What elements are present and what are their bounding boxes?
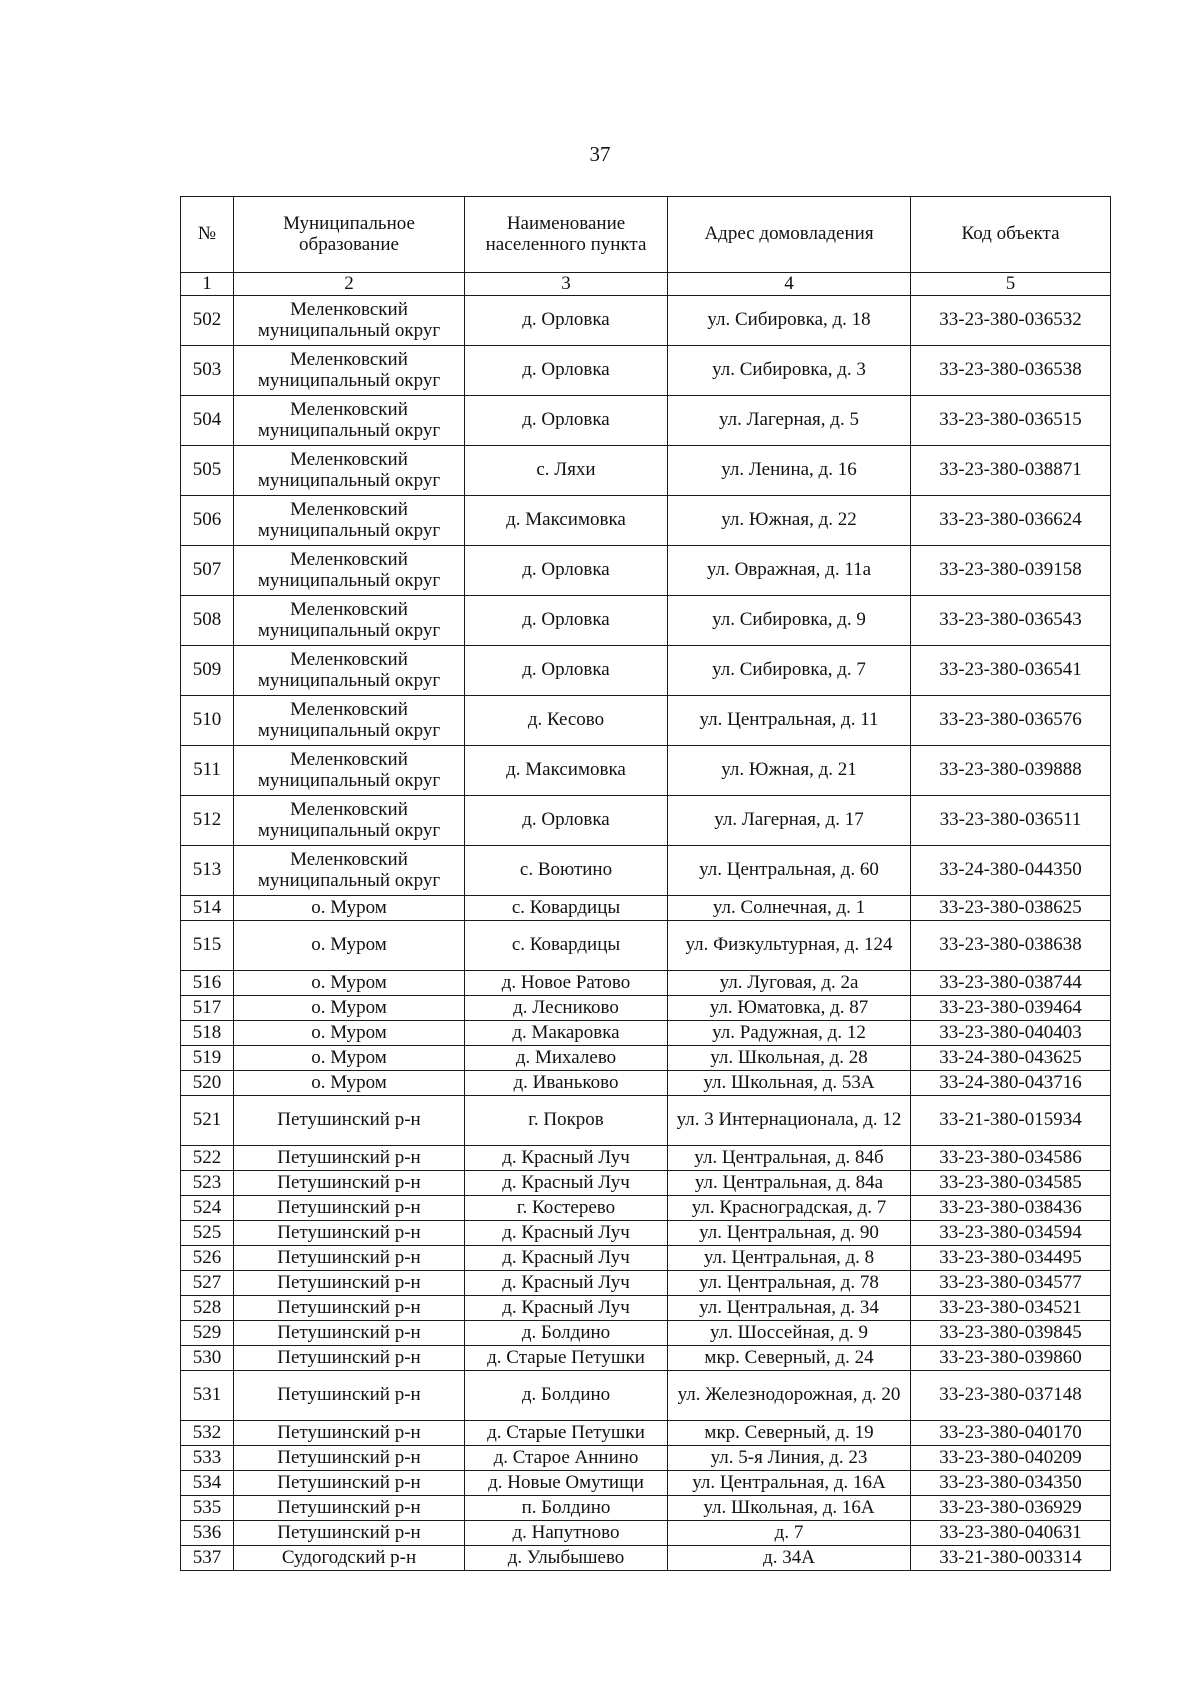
row-number-cell: 524 <box>181 1196 234 1221</box>
municipality-cell: Петушинский р-н <box>234 1246 465 1271</box>
table-row <box>181 996 1111 1021</box>
table-row <box>181 396 1111 446</box>
municipality-cell: Меленковский муниципальный округ <box>234 546 465 596</box>
row-number-cell: 515 <box>181 921 234 971</box>
settlement-cell: д. Новые Омутищи <box>465 1471 668 1496</box>
municipality-cell: Петушинский р-н <box>234 1096 465 1146</box>
row-number-cell: 513 <box>181 846 234 896</box>
settlement-cell: д. Напутново <box>465 1521 668 1546</box>
municipality-cell: Петушинский р-н <box>234 1471 465 1496</box>
settlement-cell: д. Красный Луч <box>465 1146 668 1171</box>
row-number-cell: 531 <box>181 1371 234 1421</box>
municipality-cell: Меленковский муниципальный округ <box>234 346 465 396</box>
table-row <box>181 1321 1111 1346</box>
row-number-cell: 510 <box>181 696 234 746</box>
row-number-cell: 528 <box>181 1296 234 1321</box>
object-code-cell: 33-23-380-036624 <box>911 496 1111 546</box>
table-row <box>181 296 1111 346</box>
object-code-cell: 33-23-380-040631 <box>911 1521 1111 1546</box>
table-row <box>181 1296 1111 1321</box>
municipality-cell: Меленковский муниципальный округ <box>234 446 465 496</box>
row-number-cell: 521 <box>181 1096 234 1146</box>
municipality-cell: Меленковский муниципальный округ <box>234 496 465 546</box>
municipality-cell: Меленковский муниципальный округ <box>234 696 465 746</box>
table-row <box>181 1171 1111 1196</box>
object-code-cell: 33-23-380-039845 <box>911 1321 1111 1346</box>
municipality-cell: Меленковский муниципальный округ <box>234 396 465 446</box>
address-cell: ул. Центральная, д. 16А <box>668 1471 911 1496</box>
table-row <box>181 746 1111 796</box>
row-number-cell: 532 <box>181 1421 234 1446</box>
municipality-cell: Петушинский р-н <box>234 1171 465 1196</box>
settlement-cell: с. Ковардицы <box>465 896 668 921</box>
address-cell: ул. Центральная, д. 84б <box>668 1146 911 1171</box>
header-settlement: Наименование населенного пункта <box>465 197 668 273</box>
settlement-cell: д. Максимовка <box>465 496 668 546</box>
address-cell: ул. Шоссейная, д. 9 <box>668 1321 911 1346</box>
row-number-cell: 507 <box>181 546 234 596</box>
object-code-cell: 33-24-380-043716 <box>911 1071 1111 1096</box>
settlement-cell: д. Старые Петушки <box>465 1346 668 1371</box>
column-number: 4 <box>668 273 911 296</box>
table-row <box>181 496 1111 546</box>
object-code-cell: 33-23-380-039464 <box>911 996 1111 1021</box>
settlement-cell: д. Орловка <box>465 596 668 646</box>
municipality-cell: Петушинский р-н <box>234 1321 465 1346</box>
settlement-cell: д. Улыбышево <box>465 1546 668 1571</box>
table-row <box>181 1221 1111 1246</box>
address-cell: ул. Школьная, д. 28 <box>668 1046 911 1071</box>
table-row <box>181 696 1111 746</box>
settlement-cell: с. Ковардицы <box>465 921 668 971</box>
settlement-cell: д. Красный Луч <box>465 1221 668 1246</box>
row-number-cell: 508 <box>181 596 234 646</box>
row-number-cell: 525 <box>181 1221 234 1246</box>
table-row <box>181 896 1111 921</box>
settlement-cell: д. Орловка <box>465 396 668 446</box>
table-row <box>181 446 1111 496</box>
row-number-cell: 519 <box>181 1046 234 1071</box>
address-cell: ул. Сибировка, д. 7 <box>668 646 911 696</box>
address-cell: ул. Юматовка, д. 87 <box>668 996 911 1021</box>
object-code-cell: 33-23-380-040209 <box>911 1446 1111 1471</box>
row-number-cell: 522 <box>181 1146 234 1171</box>
address-cell: д. 7 <box>668 1521 911 1546</box>
address-cell: ул. Луговая, д. 2а <box>668 971 911 996</box>
page-number: 37 <box>589 142 611 166</box>
object-code-cell: 33-23-380-036576 <box>911 696 1111 746</box>
address-cell: ул. Центральная, д. 11 <box>668 696 911 746</box>
row-number-cell: 523 <box>181 1171 234 1196</box>
address-cell: ул. Железнодорожная, д. 20 <box>668 1371 911 1421</box>
row-number-cell: 529 <box>181 1321 234 1346</box>
address-cell: ул. Ленина, д. 16 <box>668 446 911 496</box>
row-number-cell: 526 <box>181 1246 234 1271</box>
object-code-cell: 33-23-380-040403 <box>911 1021 1111 1046</box>
settlement-cell: с. Воютино <box>465 846 668 896</box>
municipality-cell: Меленковский муниципальный округ <box>234 296 465 346</box>
object-code-cell: 33-23-380-034586 <box>911 1146 1111 1171</box>
object-code-cell: 33-23-380-036532 <box>911 296 1111 346</box>
address-cell: ул. Сибировка, д. 3 <box>668 346 911 396</box>
object-code-cell: 33-23-380-034495 <box>911 1246 1111 1271</box>
registry-table <box>180 196 1111 1571</box>
object-code-cell: 33-23-380-034585 <box>911 1171 1111 1196</box>
object-code-cell: 33-21-380-015934 <box>911 1096 1111 1146</box>
settlement-cell: д. Красный Луч <box>465 1246 668 1271</box>
settlement-cell: д. Орловка <box>465 296 668 346</box>
settlement-cell: д. Максимовка <box>465 746 668 796</box>
settlement-cell: с. Ляхи <box>465 446 668 496</box>
row-number-cell: 511 <box>181 746 234 796</box>
municipality-cell: Петушинский р-н <box>234 1446 465 1471</box>
address-cell: ул. Центральная, д. 78 <box>668 1271 911 1296</box>
row-number-cell: 537 <box>181 1546 234 1571</box>
row-number-cell: 504 <box>181 396 234 446</box>
municipality-cell: Петушинский р-н <box>234 1271 465 1296</box>
address-cell: ул. Центральная, д. 60 <box>668 846 911 896</box>
municipality-cell: Судогодский р-н <box>234 1546 465 1571</box>
settlement-cell: д. Старое Аннино <box>465 1446 668 1471</box>
object-code-cell: 33-24-380-044350 <box>911 846 1111 896</box>
address-cell: ул. Овражная, д. 11а <box>668 546 911 596</box>
address-cell: ул. Центральная, д. 8 <box>668 1246 911 1271</box>
object-code-cell: 33-23-380-036929 <box>911 1496 1111 1521</box>
settlement-cell: д. Кесово <box>465 696 668 746</box>
row-number-cell: 505 <box>181 446 234 496</box>
settlement-cell: д. Михалево <box>465 1046 668 1071</box>
table-row <box>181 971 1111 996</box>
address-cell: ул. Южная, д. 21 <box>668 746 911 796</box>
table-row <box>181 1346 1111 1371</box>
settlement-cell: д. Орловка <box>465 546 668 596</box>
object-code-cell: 33-23-380-039158 <box>911 546 1111 596</box>
row-number-cell: 502 <box>181 296 234 346</box>
row-number-cell: 514 <box>181 896 234 921</box>
row-number-cell: 535 <box>181 1496 234 1521</box>
settlement-cell: д. Красный Луч <box>465 1271 668 1296</box>
table-row <box>181 1371 1111 1421</box>
municipality-cell: Петушинский р-н <box>234 1296 465 1321</box>
object-code-cell: 33-23-380-038638 <box>911 921 1111 971</box>
municipality-cell: Меленковский муниципальный округ <box>234 746 465 796</box>
settlement-cell: д. Орловка <box>465 646 668 696</box>
header-municipality: Муниципальное образование <box>234 197 465 273</box>
table-row <box>181 1146 1111 1171</box>
row-number-cell: 536 <box>181 1521 234 1546</box>
row-number-cell: 517 <box>181 996 234 1021</box>
settlement-cell: д. Орловка <box>465 346 668 396</box>
municipality-cell: Петушинский р-н <box>234 1371 465 1421</box>
object-code-cell: 33-23-380-036543 <box>911 596 1111 646</box>
address-cell: ул. Красноградская, д. 7 <box>668 1196 911 1221</box>
object-code-cell: 33-23-380-034350 <box>911 1471 1111 1496</box>
address-cell: ул. Лагерная, д. 17 <box>668 796 911 846</box>
settlement-cell: д. Лесниково <box>465 996 668 1021</box>
table-row <box>181 1096 1111 1146</box>
settlement-cell: д. Красный Луч <box>465 1296 668 1321</box>
object-code-cell: 33-23-380-036538 <box>911 346 1111 396</box>
municipality-cell: Меленковский муниципальный округ <box>234 646 465 696</box>
table-row <box>181 546 1111 596</box>
address-cell: ул. Физкультурная, д. 124 <box>668 921 911 971</box>
municipality-cell: Меленковский муниципальный округ <box>234 796 465 846</box>
table-row <box>181 796 1111 846</box>
table-row <box>181 1471 1111 1496</box>
settlement-cell: д. Орловка <box>465 796 668 846</box>
table-row <box>181 921 1111 971</box>
settlement-cell: д. Макаровка <box>465 1021 668 1046</box>
column-number-row <box>181 273 1111 296</box>
row-number-cell: 518 <box>181 1021 234 1046</box>
column-number: 2 <box>234 273 465 296</box>
row-number-cell: 516 <box>181 971 234 996</box>
settlement-cell: д. Старые Петушки <box>465 1421 668 1446</box>
column-number: 1 <box>181 273 234 296</box>
address-cell: д. 34А <box>668 1546 911 1571</box>
row-number-cell: 503 <box>181 346 234 396</box>
header-number: № <box>181 197 234 273</box>
address-cell: мкр. Северный, д. 19 <box>668 1421 911 1446</box>
table-row <box>181 1046 1111 1071</box>
address-cell: ул. Южная, д. 22 <box>668 496 911 546</box>
object-code-cell: 33-21-380-003314 <box>911 1546 1111 1571</box>
address-cell: ул. Лагерная, д. 5 <box>668 396 911 446</box>
address-cell: ул. Центральная, д. 34 <box>668 1296 911 1321</box>
table-row <box>181 1546 1111 1571</box>
municipality-cell: о. Муром <box>234 996 465 1021</box>
row-number-cell: 527 <box>181 1271 234 1296</box>
object-code-cell: 33-24-380-043625 <box>911 1046 1111 1071</box>
settlement-cell: д. Красный Луч <box>465 1171 668 1196</box>
table-row <box>181 1496 1111 1521</box>
address-cell: мкр. Северный, д. 24 <box>668 1346 911 1371</box>
municipality-cell: Петушинский р-н <box>234 1221 465 1246</box>
row-number-cell: 512 <box>181 796 234 846</box>
municipality-cell: о. Муром <box>234 971 465 996</box>
row-number-cell: 534 <box>181 1471 234 1496</box>
object-code-cell: 33-23-380-038436 <box>911 1196 1111 1221</box>
table-row <box>181 1196 1111 1221</box>
address-cell: ул. Сибировка, д. 9 <box>668 596 911 646</box>
object-code-cell: 33-23-380-034594 <box>911 1221 1111 1246</box>
table-row <box>181 646 1111 696</box>
column-number: 5 <box>911 273 1111 296</box>
table-row <box>181 1271 1111 1296</box>
object-code-cell: 33-23-380-039888 <box>911 746 1111 796</box>
object-code-cell: 33-23-380-037148 <box>911 1371 1111 1421</box>
address-cell: ул. Центральная, д. 90 <box>668 1221 911 1246</box>
table-row <box>181 1021 1111 1046</box>
row-number-cell: 509 <box>181 646 234 696</box>
object-code-cell: 33-23-380-039860 <box>911 1346 1111 1371</box>
row-number-cell: 520 <box>181 1071 234 1096</box>
municipality-cell: Петушинский р-н <box>234 1346 465 1371</box>
table-row <box>181 1246 1111 1271</box>
object-code-cell: 33-23-380-034521 <box>911 1296 1111 1321</box>
row-number-cell: 506 <box>181 496 234 546</box>
table-row <box>181 1421 1111 1446</box>
settlement-cell: п. Болдино <box>465 1496 668 1521</box>
object-code-cell: 33-23-380-036515 <box>911 396 1111 446</box>
address-cell: ул. 3 Интернационала, д. 12 <box>668 1096 911 1146</box>
table-row <box>181 846 1111 896</box>
municipality-cell: Меленковский муниципальный округ <box>234 596 465 646</box>
object-code-cell: 33-23-380-038744 <box>911 971 1111 996</box>
row-number-cell: 533 <box>181 1446 234 1471</box>
table-row <box>181 1521 1111 1546</box>
address-cell: ул. Центральная, д. 84а <box>668 1171 911 1196</box>
settlement-cell: г. Костерево <box>465 1196 668 1221</box>
table-row <box>181 1071 1111 1096</box>
municipality-cell: Петушинский р-н <box>234 1496 465 1521</box>
settlement-cell: д. Болдино <box>465 1371 668 1421</box>
address-cell: ул. Радужная, д. 12 <box>668 1021 911 1046</box>
address-cell: ул. 5-я Линия, д. 23 <box>668 1446 911 1471</box>
table-row <box>181 596 1111 646</box>
municipality-cell: Меленковский муниципальный округ <box>234 846 465 896</box>
address-cell: ул. Школьная, д. 53А <box>668 1071 911 1096</box>
table-body <box>181 296 1111 1571</box>
settlement-cell: д. Болдино <box>465 1321 668 1346</box>
address-cell: ул. Школьная, д. 16А <box>668 1496 911 1521</box>
municipality-cell: Петушинский р-н <box>234 1146 465 1171</box>
municipality-cell: Петушинский р-н <box>234 1196 465 1221</box>
object-code-cell: 33-23-380-040170 <box>911 1421 1111 1446</box>
municipality-cell: о. Муром <box>234 1071 465 1096</box>
table-row <box>181 346 1111 396</box>
municipality-cell: о. Муром <box>234 921 465 971</box>
settlement-cell: д. Новое Ратово <box>465 971 668 996</box>
municipality-cell: о. Муром <box>234 1046 465 1071</box>
address-cell: ул. Солнечная, д. 1 <box>668 896 911 921</box>
address-cell: ул. Сибировка, д. 18 <box>668 296 911 346</box>
object-code-cell: 33-23-380-034577 <box>911 1271 1111 1296</box>
object-code-cell: 33-23-380-038871 <box>911 446 1111 496</box>
municipality-cell: Петушинский р-н <box>234 1521 465 1546</box>
object-code-cell: 33-23-380-038625 <box>911 896 1111 921</box>
column-number: 3 <box>465 273 668 296</box>
object-code-cell: 33-23-380-036541 <box>911 646 1111 696</box>
settlement-cell: д. Иваньково <box>465 1071 668 1096</box>
municipality-cell: Петушинский р-н <box>234 1421 465 1446</box>
municipality-cell: о. Муром <box>234 896 465 921</box>
header-row <box>181 197 1111 273</box>
object-code-cell: 33-23-380-036511 <box>911 796 1111 846</box>
table-row <box>181 1446 1111 1471</box>
municipality-cell: о. Муром <box>234 1021 465 1046</box>
header-object-code: Код объекта <box>911 197 1111 273</box>
header-address: Адрес домовладения <box>668 197 911 273</box>
row-number-cell: 530 <box>181 1346 234 1371</box>
settlement-cell: г. Покров <box>465 1096 668 1146</box>
